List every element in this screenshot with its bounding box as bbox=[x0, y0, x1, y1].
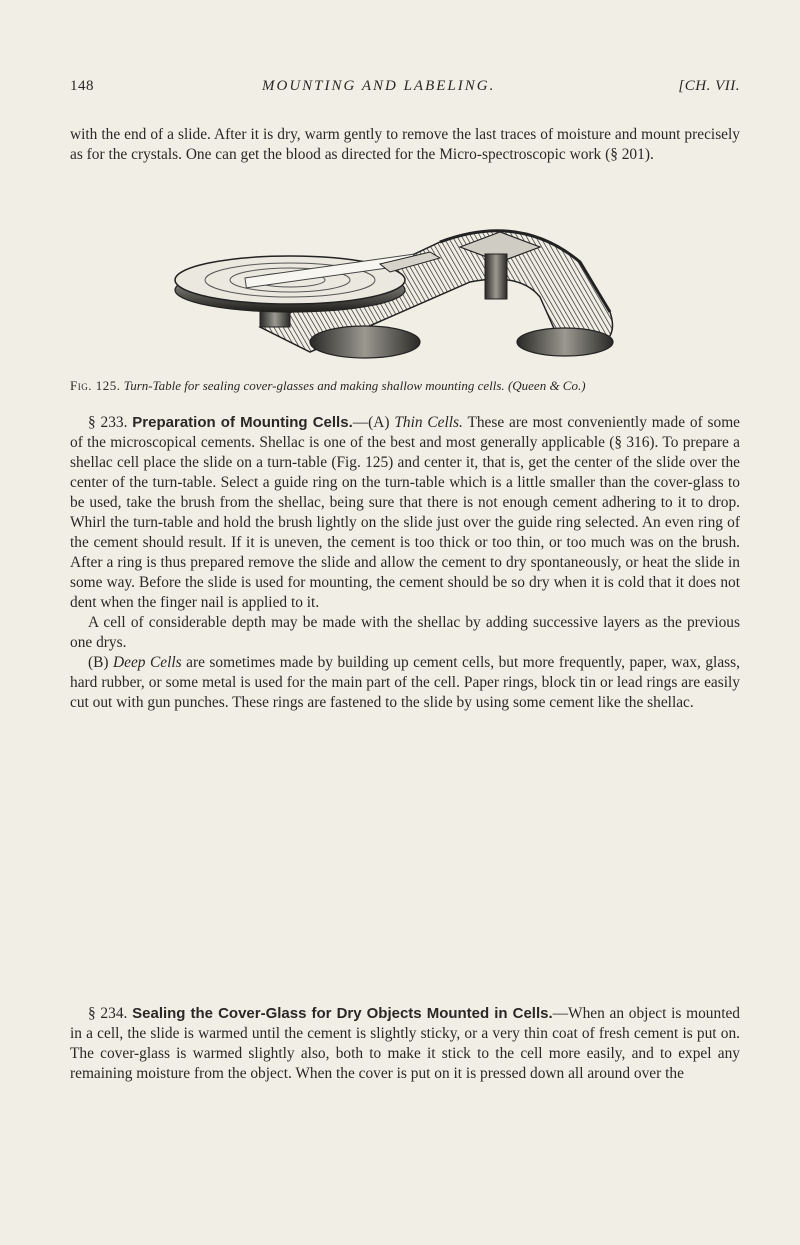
figure-caption bbox=[70, 376, 740, 395]
subsection-a-title: Thin Cells. bbox=[394, 414, 463, 431]
figure-label: Fig. 125. bbox=[70, 378, 121, 393]
turn-table-illustration bbox=[140, 192, 660, 362]
section-234-paragraph bbox=[70, 1004, 740, 1084]
intro-paragraph bbox=[70, 125, 740, 165]
section-233 bbox=[70, 413, 740, 713]
section-heading: Sealing the Cover-Glass for Dry Objects Mounted in Cells. bbox=[132, 1005, 553, 1022]
section-233-text-3: are sometimes made by building up cement cells, but more frequently, paper, wax, glass, hard rubber, or some metal is used for the main part of the cell. Paper rings, block tin or lead rings are easily cut out with gun punches. These rings are fastened to the slide by using some cement like the shellac. bbox=[70, 654, 740, 711]
section-233-text-1: These are most conveniently made of some of the microscopical cements. Shellac is one of the best and most generally applicable (§ 316). To prepare a shellac cell place the slide on a turn-table (Fig. 125) and center it, that is, get the center of the slide over the center of the turn-table. Select a guide ring on the turn-table which is a little smaller than the cover-glass to be used, take the brush from the shellac, being sure that there is not enough cement adhering to it to drop. Whirl the turn-table and hold the brush lightly on the slide just over the guide ring selected. An even ring of the cement should result. If it is uneven, the cement is too thick or too thin, or too much was on the brush. After a ring is thus prepared remove the slide and allow the cement to dry spontaneously, or heat the slide in some way. Before the slide is used for mounting, the cement should be so dry when it is cold that it does not dent when the finger nail is applied to it. bbox=[70, 414, 741, 611]
section-number: § 233. bbox=[88, 414, 128, 431]
section-234-text: —When an object is mounted in a cell, the slide is warmed until the cement is slightly sticky, or a very thin coat of fresh cement is put on. The cover-glass is warmed slightly also, both to make it stick to the cell more easily, and to expel any remaining moisture from the object. When the cover is put on it is pressed down all around over the bbox=[70, 1005, 740, 1082]
subsection-a-label: —(A) bbox=[352, 414, 390, 431]
section-233-paragraph-2: A cell of considerable depth may be made with the shellac by adding successive layers as the previous one drys. bbox=[70, 614, 740, 651]
intro-text: with the end of a slide. After it is dry, warm gently to remove the last traces of moisture and mount precisely as for the crystals. One can get the blood as directed for the Micro-spectroscopic work (§ 201). bbox=[70, 126, 740, 163]
page-number: 148 bbox=[70, 78, 94, 94]
section-234 bbox=[70, 1004, 740, 1084]
chapter-label: [CH. VII. bbox=[678, 78, 740, 94]
subsection-b-title: Deep Cells bbox=[113, 654, 182, 671]
subsection-b-label: (B) bbox=[88, 654, 109, 671]
section-number: § 234. bbox=[88, 1005, 128, 1022]
running-title: MOUNTING AND LABELING. bbox=[262, 78, 496, 94]
section-233-paragraph-3 bbox=[70, 653, 740, 713]
running-header bbox=[70, 78, 740, 102]
section-233-paragraph bbox=[70, 413, 740, 613]
figure-credit: (Queen & Co.) bbox=[507, 378, 586, 393]
figure-caption-text: Turn-Table for sealing cover-glasses and making shallow mounting cells. bbox=[123, 378, 505, 393]
section-heading: Preparation of Mounting Cells. bbox=[132, 414, 353, 431]
